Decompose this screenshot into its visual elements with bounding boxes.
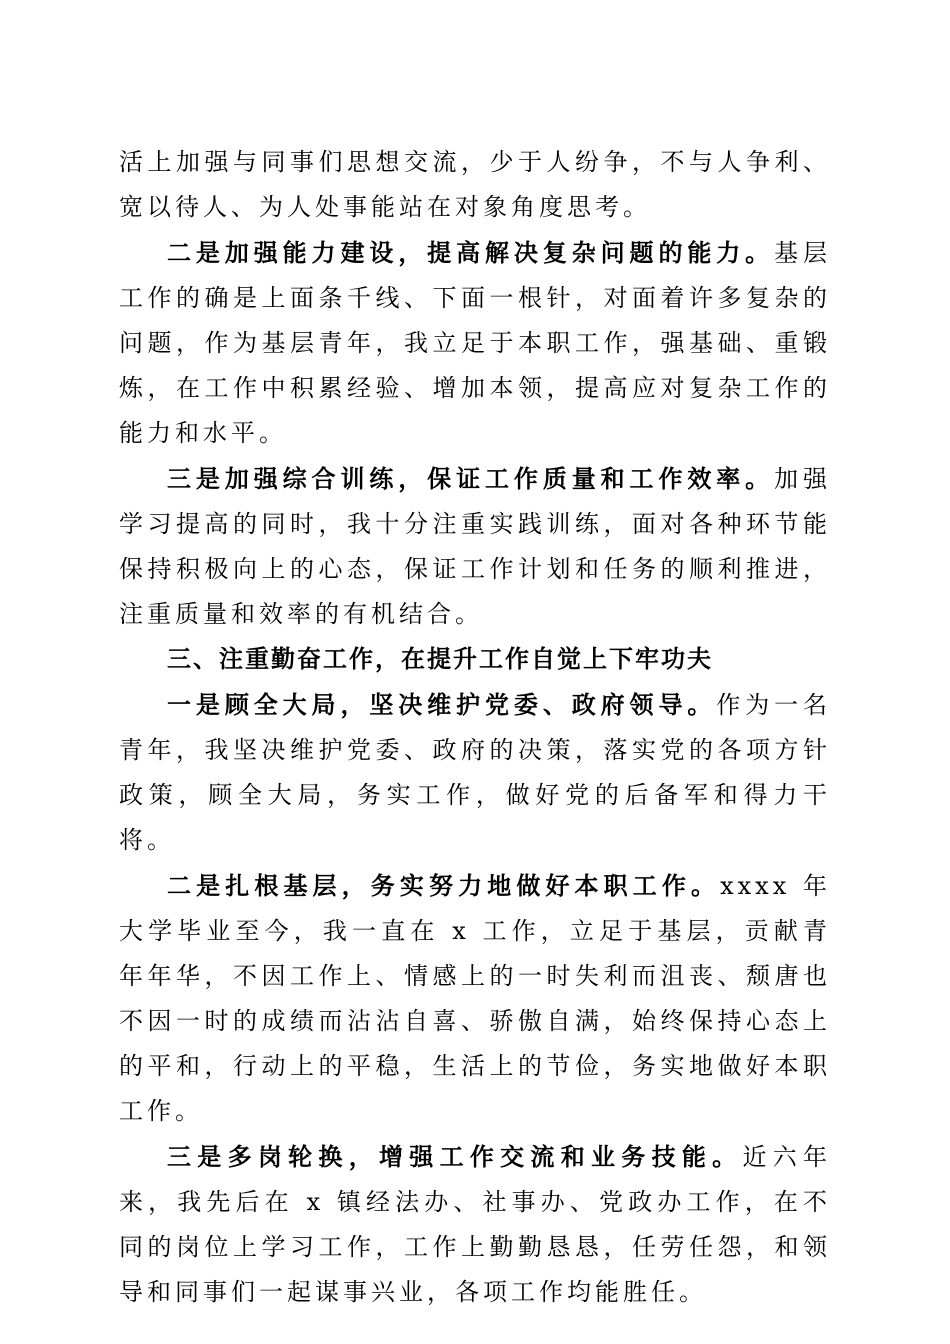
section-heading: 三、注重勤奋工作，在提升工作自觉上下牢功夫 <box>167 645 713 673</box>
paragraph-grassroots <box>119 863 831 1134</box>
paragraph-ability-building <box>119 230 831 456</box>
paragraph-text: 近六年来，我先后在 x 镇经法办、社事办、党政办工作，在不同的岗位上学习工作，工作上勤勤恳恳，任劳任怨，和领导和同事们一起谋事兴业，各项工作均能胜任。 <box>119 1143 832 1306</box>
paragraph-lead: 三是加强综合训练，保证工作质量和工作效率。 <box>167 464 775 493</box>
paragraph-lead: 二是扎根基层，务实努力地做好本职工作。 <box>167 871 721 900</box>
paragraph-text: 作为一名青年，我坚决维护党委、政府的决策，落实党的各项方针政策，顾全大局，务实工作，做好党的后备军和得力干将。 <box>119 691 832 854</box>
paragraph-continuation <box>119 140 831 230</box>
paragraph-text: 加强学习提高的同时，我十分注重实践训练，面对各种环节能保持积极向上的心态，保证工作计划和任务的顺利推进，注重质量和效率的有机结合。 <box>119 465 832 628</box>
paragraph-text: 基层工作的确是上面条千线、下面一根针，对面着许多复杂的问题，作为基层青年，我立足于本职工作，强基础、重锻炼，在工作中积累经验、增加本领，提高应对复杂工作的能力和水平。 <box>119 239 832 447</box>
paragraph-lead: 二是加强能力建设，提高解决复杂问题的能力。 <box>167 238 775 267</box>
paragraph-overall-situation <box>119 682 831 863</box>
paragraph-lead: 三是多岗轮换，增强工作交流和业务技能。 <box>167 1142 743 1171</box>
paragraph-lead: 一是顾全大局，坚决维护党委、政府领导。 <box>167 690 717 719</box>
document-body <box>119 140 831 1315</box>
paragraph-text: xxxx 年大学毕业至今，我一直在 x 工作，立足于基层，贡献青年年华，不因工作上、情感上的一时失利而沮丧、颓唐也不因一时的成绩而沾沾自喜、骄傲自满，始终保持心态上的平和，行动上的平稳，生活上的节俭，务实地做好本职工作。 <box>119 872 831 1125</box>
paragraph-text: 活上加强与同事们思想交流，少于人纷争，不与人争利、宽以待人、为人处事能站在对象角度思考。 <box>119 148 831 221</box>
paragraph-comprehensive-training <box>119 456 831 637</box>
paragraph-job-rotation <box>119 1134 831 1315</box>
